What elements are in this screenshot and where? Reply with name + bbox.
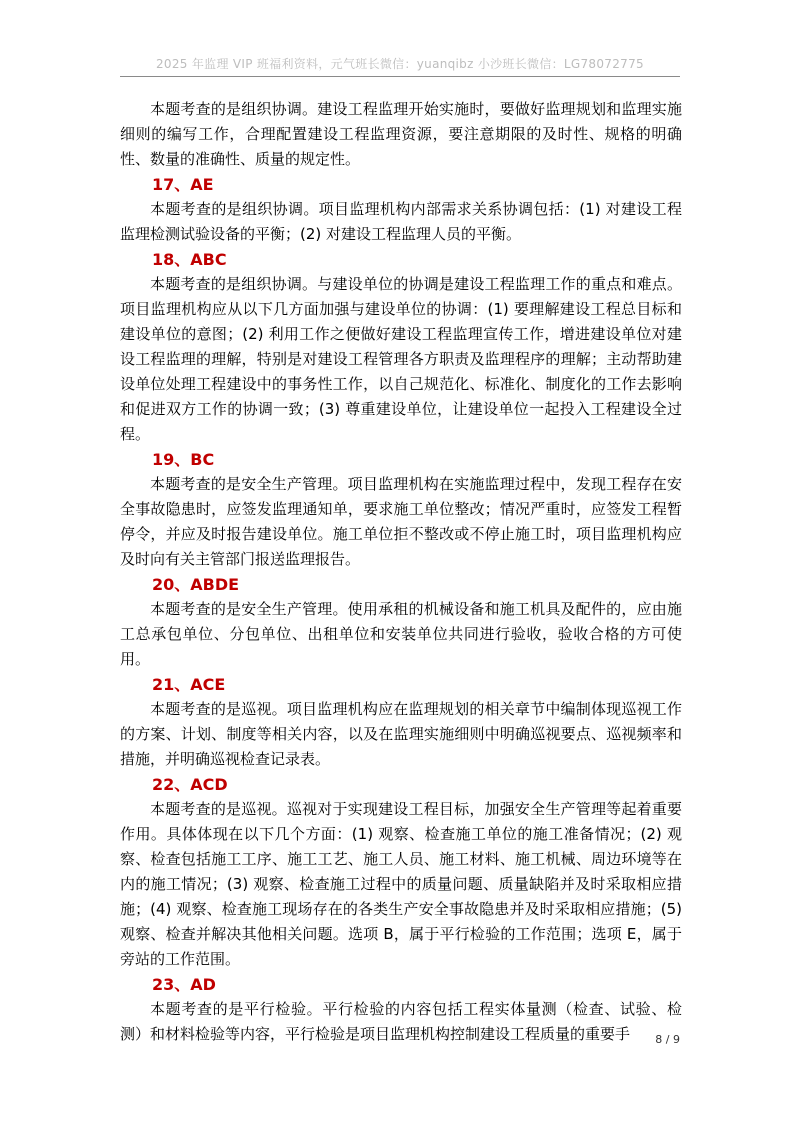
answer-heading: 20、ABDE bbox=[152, 575, 240, 594]
explanation-paragraph: 本题考查的是安全生产管理。使用承租的机械设备和施工机具及配件的，应由施工总承包单位、分包单位、出租单位和安装单位共同进行验收，验收合格的方可使用。 bbox=[120, 600, 682, 668]
page-header: 2025 年监理 VIP 班福利资料，元气班长微信：yuanqibz 小沙班长微信：LG78072775 bbox=[156, 57, 644, 71]
answer-heading: 18、ABC bbox=[152, 250, 227, 269]
explanation-paragraph: 本题考查的是组织协调。项目监理机构内部需求关系协调包括：(1) 对建设工程监理检测试验设备的平衡；(2) 对建设工程监理人员的平衡。 bbox=[120, 200, 682, 243]
intro-paragraph: 本题考查的是组织协调。建设工程监理开始实施时，要做好监理规划和监理实施细则的编写工作，合理配置建设工程监理资源，要注意期限的及时性、规格的明确性、数量的准确性、质量的规定性。 bbox=[120, 100, 682, 168]
explanation-paragraph: 本题考查的是平行检验。平行检验的内容包括工程实体量测（检查、试验、检测）和材料检验等内容，平行检验是项目监理机构控制建设工程质量的重要手 bbox=[120, 1000, 682, 1043]
page-number: 8 / 9 bbox=[655, 1033, 680, 1046]
answer-heading: 23、AD bbox=[152, 975, 216, 994]
explanation-paragraph: 本题考查的是巡视。项目监理机构应在监理规划的相关章节中编制体现巡视工作的方案、计划、制度等相关内容，以及在监理实施细则中明确巡视要点、巡视频率和措施，并明确巡视检查记录表。 bbox=[120, 700, 682, 768]
explanation-paragraph: 本题考查的是组织协调。与建设单位的协调是建设工程监理工作的重点和难点。项目监理机构应从以下几方面加强与建设单位的协调：(1) 要理解建设工程总目标和建设单位的意图；(2) 利用工作之便做好建设工程监理宣传工作，增进建设单位对建设工程监理的理解，特别是对建设工程管理各方职责及监理程序的理解；主动帮助建设单位处理工程建设中的事务性工作，以自己规范化、标准化、制度化的工作去影响和促进双方工作的协调一致；(3) 尊重建设单位，让建设单位一起投入工程建设全过程。 bbox=[120, 275, 682, 443]
answer-heading: 22、ACD bbox=[152, 775, 228, 794]
explanation-paragraph: 本题考查的是巡视。巡视对于实现建设工程目标，加强安全生产管理等起着重要作用。具体体现在以下几个方面：(1) 观察、检查施工单位的施工准备情况；(2) 观察、检查包括施工工序、施工工艺、施工人员、施工材料、施工机械、周边环境等在内的施工情况；(3) 观察、检查施工过程中的质量问题、质量缺陷并及时采取相应措施；(4) 观察、检查施工现场存在的各类生产安全事故隐患并及时采取相应措施；(5) 观察、检查并解决其他相关问题。选项 B，属于平行检验的工作范围；选项 E，属于旁站的工作范围。 bbox=[120, 800, 682, 968]
header-divider bbox=[120, 76, 680, 77]
explanation-paragraph: 本题考查的是安全生产管理。项目监理机构在实施监理过程中，发现工程存在安全事故隐患时，应签发监理通知单，要求施工单位整改；情况严重时，应签发工程暂停令，并应及时报告建设单位。施工单位拒不整改或不停止施工时，项目监理机构应及时向有关主管部门报送监理报告。 bbox=[120, 475, 682, 568]
answer-heading: 19、BC bbox=[152, 450, 215, 469]
answer-heading: 21、ACE bbox=[152, 675, 226, 694]
answer-heading: 17、AE bbox=[152, 175, 214, 194]
page-content bbox=[120, 97, 682, 1047]
